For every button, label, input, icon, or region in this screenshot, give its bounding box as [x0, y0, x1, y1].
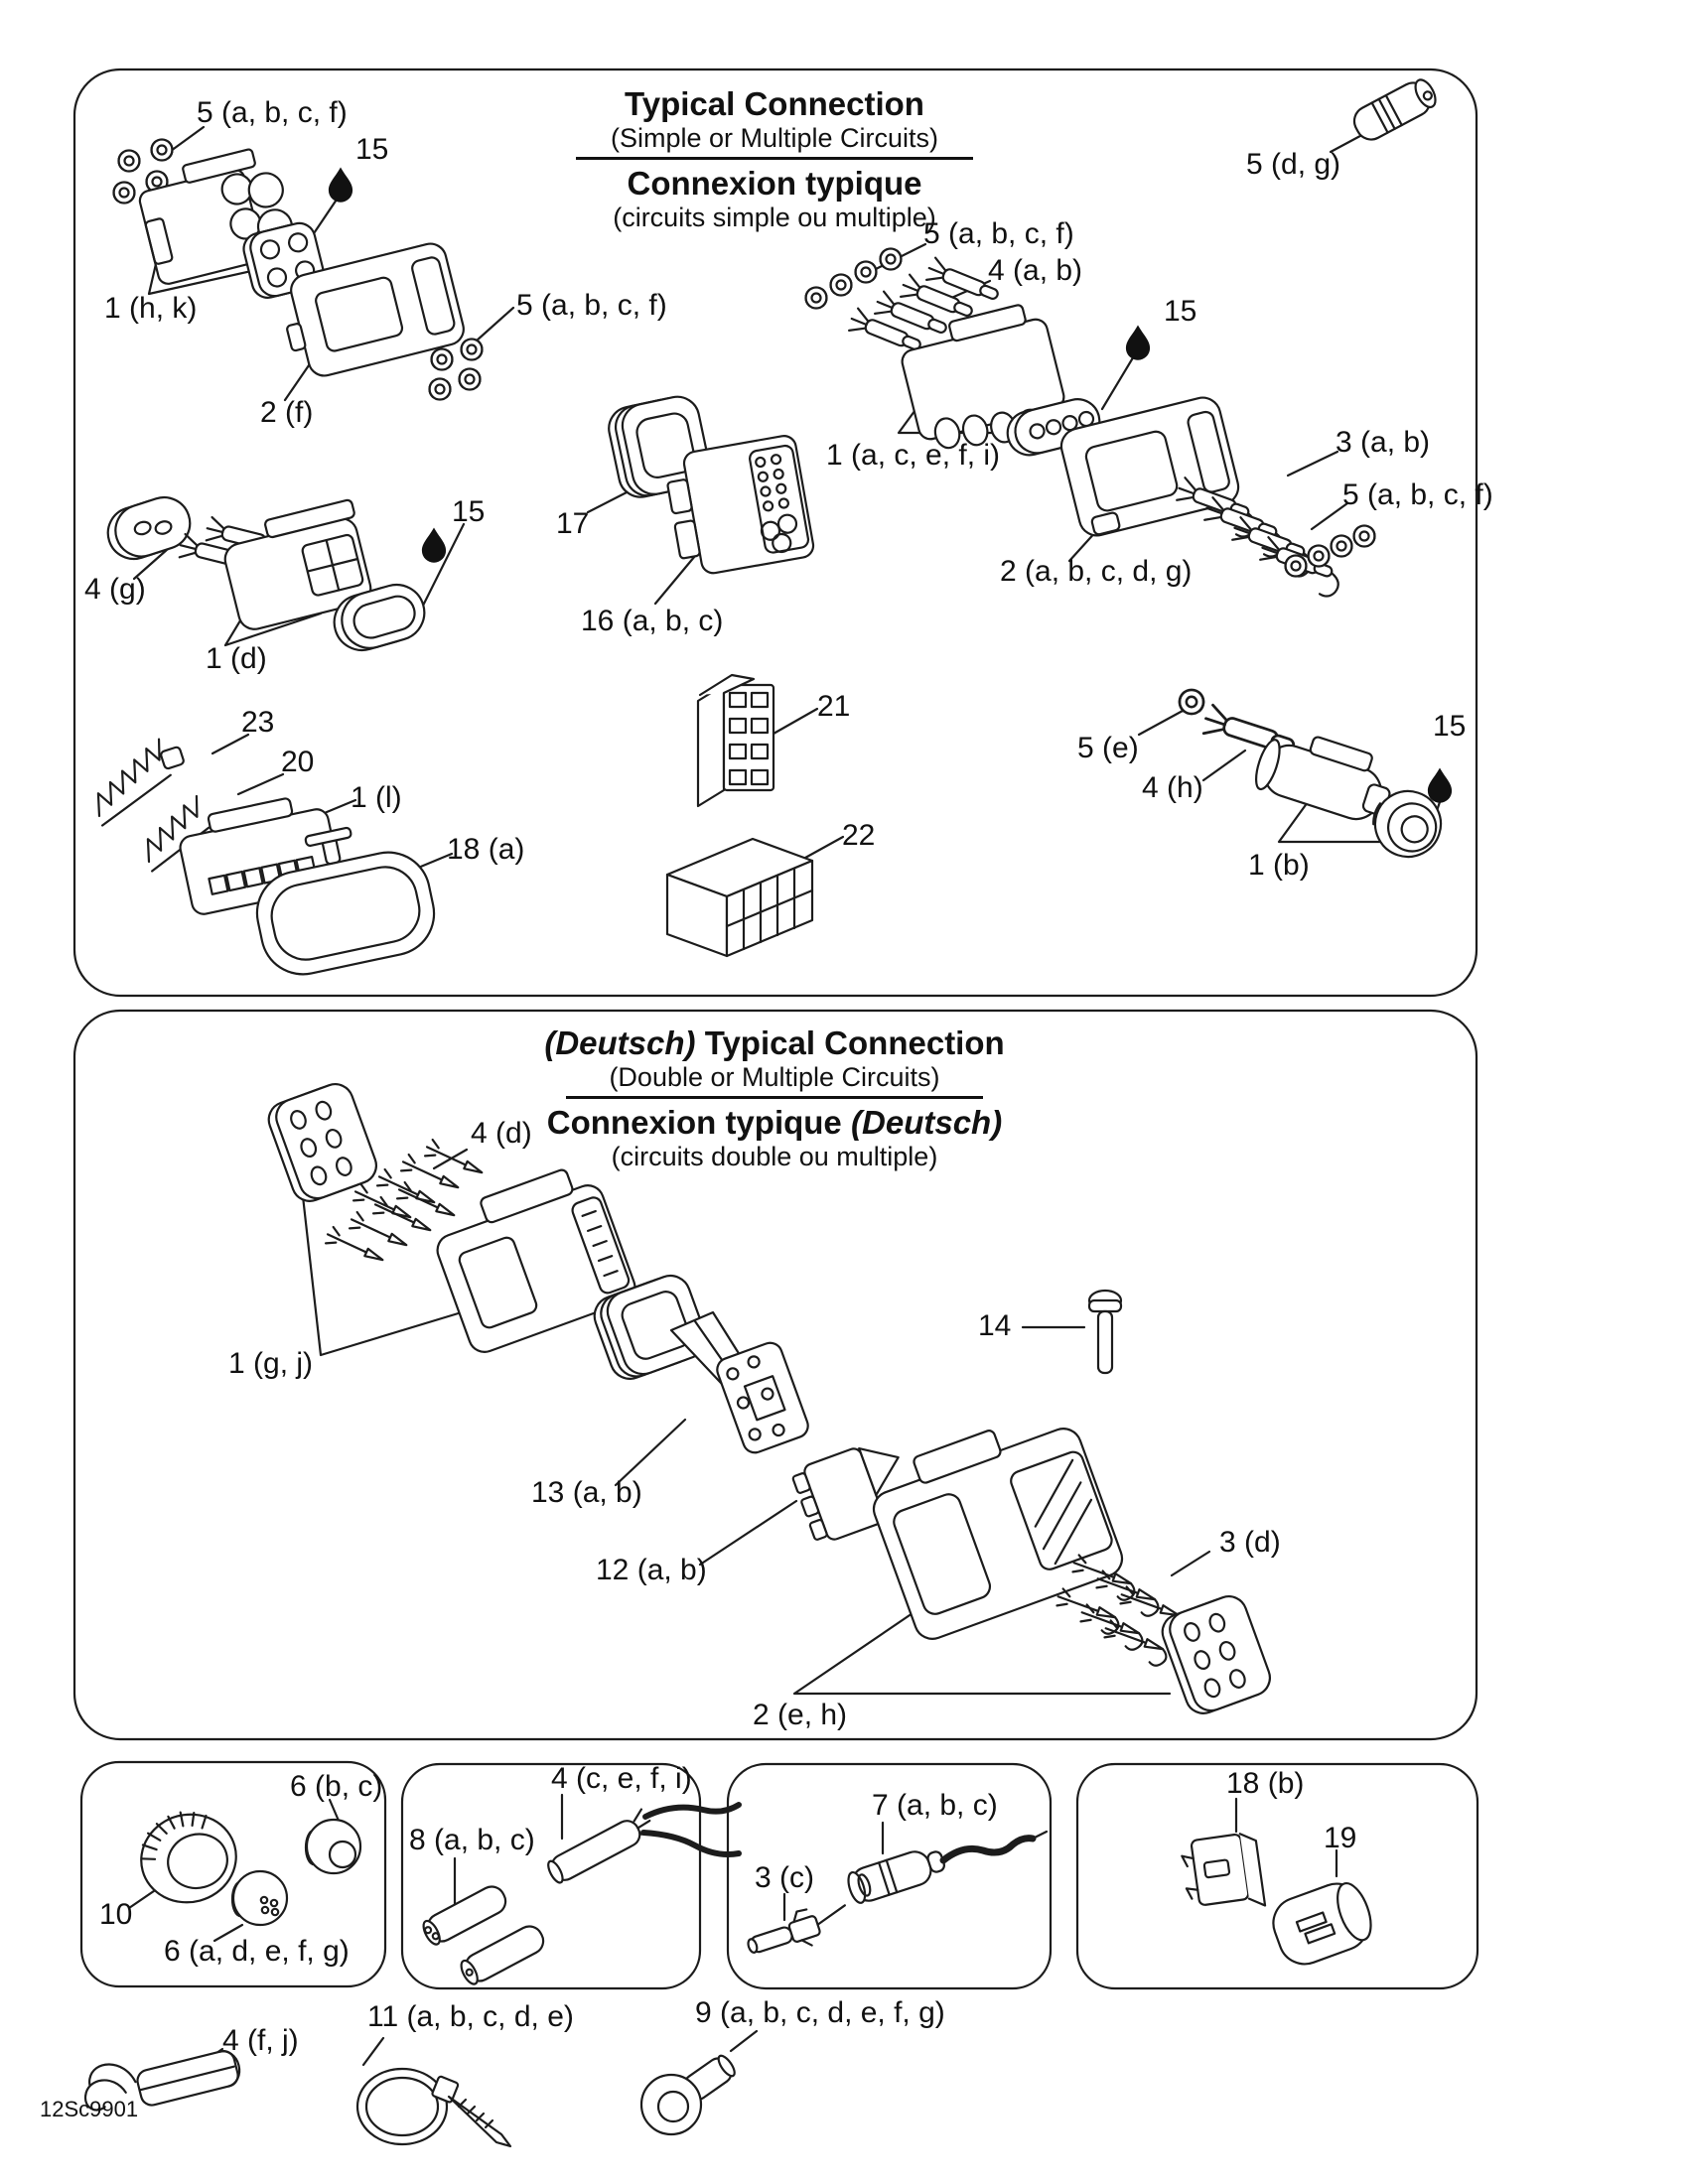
terminals-3d — [1052, 1555, 1188, 1669]
cap-6bc — [306, 1820, 360, 1873]
title-fr: Connexion typique (Deutsch) — [546, 1103, 1003, 1141]
callout-connector-16: 16 (a, b, c) — [581, 605, 724, 637]
terminal-4cefi — [544, 1805, 739, 1885]
callout-cap-6bc: 6 (b, c) — [290, 1770, 383, 1803]
callout-housing-1d: 1 (d) — [206, 642, 267, 675]
title-divider — [576, 157, 973, 160]
callout-terminal-4cefi: 4 (c, e, f, i) — [551, 1762, 692, 1795]
cap-6adefg — [232, 1871, 287, 1925]
cap-18b — [1180, 1832, 1265, 1916]
subtitle-fr: (circuits double ou multiple) — [611, 1141, 938, 1171]
cable-tie-11 — [357, 2069, 510, 2146]
callout-housing-1b: 1 (b) — [1248, 849, 1310, 882]
callout-seals-top-left2: 5 (a, b, c, f) — [516, 289, 667, 322]
callout-grease-top-left: 15 — [355, 133, 389, 166]
gasket-plate-6hole-right — [1158, 1591, 1275, 1718]
callout-seals-right: 5 (a, b, c, f) — [1342, 478, 1493, 511]
sleeves-8abc — [420, 1882, 548, 1987]
seal-5e — [1180, 690, 1203, 714]
grease-droplet-icon — [329, 168, 352, 203]
callout-housing-1hk: 1 (h, k) — [104, 292, 198, 325]
title-fr: Connexion typique — [627, 164, 922, 202]
secondary-lock-23 — [82, 734, 195, 825]
callout-housing-2f: 2 (f) — [260, 396, 314, 429]
callout-seals-mid: 5 (a, b, c, f) — [923, 217, 1074, 250]
callout-terminals-4ab: 4 (a, b) — [988, 254, 1083, 287]
wedge-13ab — [671, 1312, 811, 1456]
grease-droplet-icon — [422, 528, 446, 563]
callout-cap-19: 19 — [1324, 1822, 1357, 1854]
terminals-3ab — [1171, 478, 1345, 600]
seal-oval-4g — [101, 490, 197, 565]
subtitle-en: (Simple or Multiple Circuits) — [610, 122, 939, 153]
callout-tie-11abcde: 11 (a, b, c, d, e) — [367, 2000, 574, 2033]
callout-wedge-13ab: 13 (a, b) — [531, 1476, 642, 1509]
callout-terminals-3d: 3 (d) — [1219, 1526, 1281, 1559]
callout-terminal-4fj: 4 (f, j) — [222, 2024, 299, 2057]
callout-pin-14: 14 — [978, 1309, 1012, 1342]
callout-gasket-17: 17 — [556, 507, 590, 540]
title-en: Typical Connection — [625, 85, 924, 122]
connector-7abc — [845, 1832, 1047, 1906]
title-en: (Deutsch) Typical Connection — [544, 1024, 1005, 1061]
terminal-block-22 — [667, 839, 812, 956]
subtitle-en: (Double or Multiple Circuits) — [609, 1061, 940, 1092]
callout-seals-top-left: 5 (a, b, c, f) — [197, 96, 348, 129]
terminal-block-21 — [698, 675, 774, 806]
plug-5dg — [1349, 74, 1441, 144]
callout-grease-right: 15 — [1433, 710, 1467, 743]
callout-nut-10: 10 — [99, 1898, 133, 1931]
grease-droplet-icon — [1126, 326, 1150, 360]
callout-housing-1acefi: 1 (a, c, e, f, i) — [826, 439, 1001, 472]
title-divider — [566, 1096, 983, 1099]
document-code: 12Sc9901 — [40, 2097, 139, 2121]
callout-grease-left: 15 — [452, 495, 486, 528]
callout-housing-2abcdg: 2 (a, b, c, d, g) — [1000, 555, 1193, 588]
callout-lock-23: 23 — [241, 706, 275, 739]
callout-boot-18a: 18 (a) — [447, 833, 525, 866]
callout-sleeve-8abc: 8 (a, b, c) — [409, 1824, 535, 1856]
callout-ring-9abcdefg: 9 (a, b, c, d, e, f, g) — [695, 1996, 945, 2029]
callout-housing-1l: 1 (l) — [351, 781, 402, 814]
pin-14 — [1089, 1291, 1121, 1373]
ring-terminal-9 — [641, 2052, 738, 2134]
callout-lock-20: 20 — [281, 746, 315, 778]
callout-seal-5e: 5 (e) — [1077, 732, 1139, 764]
callout-terminals-3ab: 3 (a, b) — [1336, 426, 1431, 459]
section-title-simple — [487, 85, 1062, 233]
callout-block-21: 21 — [817, 690, 851, 723]
callout-plug-5dg: 5 (d, g) — [1246, 148, 1341, 181]
subtitle-fr: (circuits simple ou multiple) — [613, 202, 936, 232]
seal-cluster-mid — [806, 249, 902, 309]
section-title-deutsch — [487, 1024, 1062, 1172]
callout-terminal-4h: 4 (h) — [1142, 771, 1203, 804]
callout-cap-18b: 18 (b) — [1226, 1767, 1305, 1800]
callout-wedge-12ab: 12 (a, b) — [596, 1554, 707, 1586]
connector-16 — [662, 434, 814, 578]
callout-cap-6adefg: 6 (a, d, e, f, g) — [164, 1935, 350, 1968]
callout-seal-4g: 4 (g) — [84, 573, 146, 606]
callout-block-22: 22 — [842, 819, 876, 852]
callout-housing-2eh: 2 (e, h) — [753, 1699, 848, 1731]
callout-terminal-3c: 3 (c) — [755, 1861, 814, 1894]
cap-19 — [1266, 1875, 1378, 1972]
callout-terminals-4d: 4 (d) — [471, 1117, 532, 1150]
callout-grease-mid: 15 — [1164, 295, 1197, 328]
callout-connector-7abc: 7 (a, b, c) — [872, 1789, 998, 1822]
terminal-3c — [743, 1897, 853, 1965]
grease-droplet-icon — [1428, 768, 1452, 803]
callout-housing-1gj: 1 (g, j) — [228, 1347, 314, 1380]
